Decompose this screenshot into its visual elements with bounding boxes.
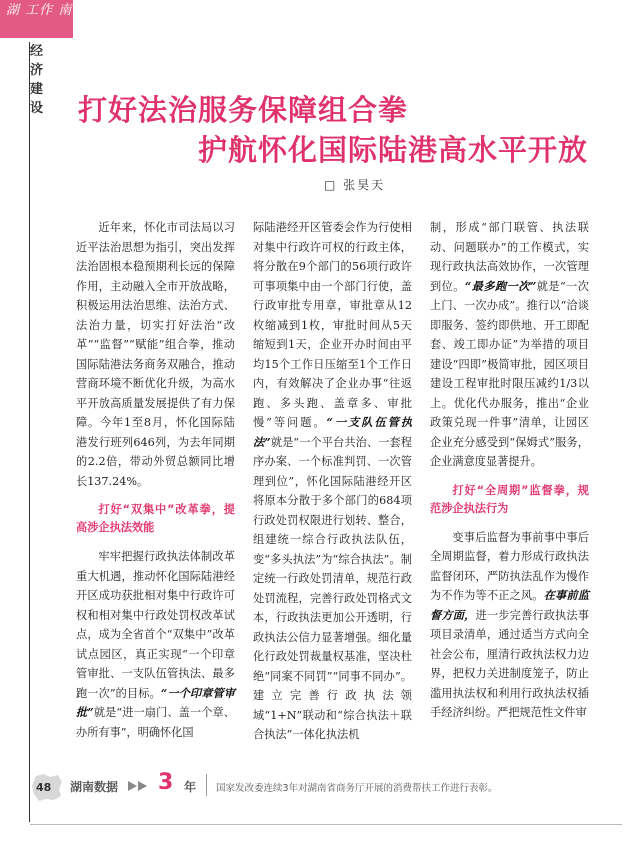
article-title-line1: 打好法治服务保障组合拳 — [78, 93, 409, 127]
page-number: 48 — [36, 781, 52, 794]
paragraph: 近年来，怀化市司法局以习近平法治思想为指引，突出发挥法治固根本稳预期利长远的保障作用，主动融入全市开放战略，积极运用法治思维、法治方式、法治力量，切实打好法治“改革”“监督”“赋能”组合拳，推动国际陆港法务商务双融合，推动营商环境不断优化升级，为高水平开放高质量发展提供了有力保障。今年1至8月，怀化国际陆港发行班列646列，为去年同期的2.2倍，带动外贸总额同比增长137.24%。 — [76, 221, 235, 488]
subheading: 打好“全周期”监督拳，规范涉企执法行为 — [430, 483, 589, 515]
author-byline: □ 张昊天 — [324, 178, 386, 192]
emphasis-text: “一个印章管审批” — [76, 685, 235, 719]
paragraph-text: 制，形成“部门联管、执法联动、问题联办”的工作模式，实现行政执法高效协作，一次管理到位。 — [430, 221, 589, 293]
subheading: 打好“双集中”改革拳，提高涉企执法效能 — [76, 503, 235, 534]
footer-caption: 国家发改委连续3年对湖南省商务厅开展的消费帮扶工作进行表彰。 — [216, 783, 498, 794]
logo-char: 工作 — [25, 3, 54, 18]
emphasis-text: “最多跑一次” — [464, 278, 537, 293]
emphasis-text: 在事前监督方面， — [430, 588, 589, 622]
footer-year-label: 年 — [184, 780, 197, 794]
paragraph — [430, 528, 589, 723]
logo-char: 南 — [58, 3, 73, 18]
paragraph — [430, 218, 589, 472]
paragraph — [76, 547, 235, 742]
text-column-1 — [76, 218, 235, 742]
magazine-logo — [0, 0, 73, 38]
footer-separator — [206, 774, 207, 796]
footer-brand: 湖南数据 — [70, 780, 119, 794]
footer-rule — [30, 824, 622, 825]
text-column-3 — [430, 218, 589, 723]
article-title-line2: 护航怀化国际陆港高水平开放 — [198, 133, 589, 167]
paragraph-text: 就是“一次上门、一次办成”。推行以“洽谈即服务、签约即供地、开工即配套、竣工即办证”为举措的项目建设“四即”极简审批，园区项目建设工程审批时限压减约1/3以上。优化代办服务，推出“企业政策兑现一件事”清单，让园区企业充分感受到“保姆式”服务，企业满意度显著提升。 — [430, 279, 589, 468]
paragraph — [253, 218, 412, 745]
paragraph-text: 进一步完善行政执法事项目录清单，通过适当方式向全社会公布，厘清行政执法权力边界，把权力关进制度笼子，防止滥用执法权和利用行政执法权插手经济纠纷。严把规范性文件审 — [430, 608, 589, 719]
logo-char: 湖 — [6, 3, 21, 18]
emphasis-text: “一支队伍管执法” — [253, 415, 412, 449]
text-column-2 — [253, 218, 412, 745]
paragraph-text: 就是“一个平台共治、一套程序办案、一个标准判罚、一次管理到位”，怀化国际陆港经开区将原本分散于多个部门的684项行政处罚权限进行划转、整合，组建统一综合行政执法队伍，变“多头执法”为“综合执法”。制定统一行政处罚清单，规范行政处罚流程，完善行政处罚格式文本，行政执法更加公开透明，行政执法公信力显著增强。细化量化行政处罚裁量权基准，坚决杜绝“同案不同罚”“同事不同办”。建立完善行政执法领域“1+N”联动和“综合执法＋联合执法”一体化执法机 — [253, 435, 412, 741]
section-tag: 经济建设 — [30, 44, 44, 116]
footer-highlight-number: 3 — [158, 770, 174, 795]
paragraph-text: 际陆港经开区管委会作为行使相对集中行政许可权的行政主体，将分散在9个部门的56项行政许可事项集中由一个部门行使，盖行政审批专用章，审批章从12枚缩减到1枚，审批时间从5天缩短到1天，企业开办时间由平均15个工作日压缩至1个工作日内，有效解决了企业办事“往返跑、多头跑、盖章多、审批慢”等问题。 — [253, 221, 412, 429]
double-arrow-icon — [128, 780, 154, 792]
margin-rule — [29, 42, 30, 822]
paragraph-text: 牢牢把握行政执法体制改革重大机遇，推动怀化国际陆港经开区成功获批相对集中行政许可权和相对集中行政处罚权改革试点，成为全省首个“双集中”改革试点园区，真正实现“一个印章管审批、一支队伍管执法、最多跑一次”的目标。 — [76, 550, 235, 700]
paragraph-text: 变事后监督为事前事中事后全周期监督，着力形成行政执法监督闭环，严防执法乱作为慢作为不作为等不正之风。 — [430, 530, 589, 602]
paragraph-text: 就是“进一扇门、盖一个章、办所有事”，明确怀化国 — [76, 706, 235, 739]
